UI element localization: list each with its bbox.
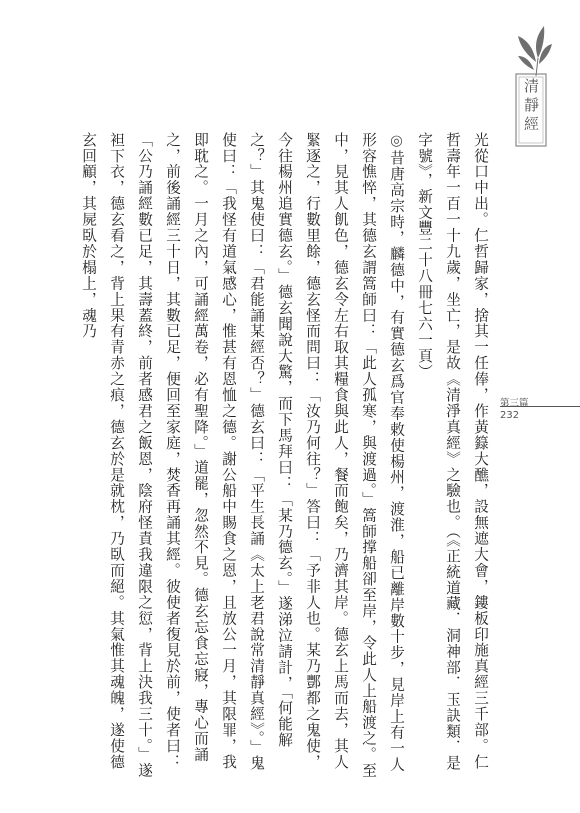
paragraph-continuation <box>410 132 494 782</box>
body-text <box>74 132 494 782</box>
book-title-badge: 清靜經 <box>522 78 540 135</box>
chapter-divider <box>500 406 580 407</box>
page-number: 232 <box>500 410 520 421</box>
bullet-marker: ◎ <box>388 132 405 151</box>
paragraph-story <box>74 132 410 782</box>
chapter-label: 第三篇 <box>500 398 529 409</box>
paragraph-text: 昔唐高宗時，麟德中，有實德玄爲官奉敕使楊州，渡淮，船已離岸數十步，見岸上有一人形容憔悴，其德玄謂篙師曰：「此人孤寒，與渡過。」篙師撑船卻至岸，令此人上船渡之。至中，見其人飢色，德玄令左右取其糧食與此人，餐而飽矣，乃濟其岸。德玄上馬而去，其人緊逐之，行數里餘，德玄怪而問曰：「汝乃何往？」答曰：「予非人也。某乃酆都之鬼使，今往楊州追實德玄。」德玄聞說大驚，而下馬拜曰：「某乃德玄。」遂涕泣請計，「何能解之？」其鬼使曰：「君能誦某經否？」德玄曰：「平生長誦《太上老君說常清靜真經》。」鬼使曰：「我怪有道氣感心，惟甚有恩恤之德。謝公船中賜食之恩，且放公一月，其限罪，我即耽之。一月之內，可誦經萬卷，必有聖降。」道罷，忽然不見。德玄忘食忘寢，專心而誦之，前後誦經三十日，其數已足，便回至家庭，焚香再誦其經。彼使者復見於前，使者曰：「公乃誦經數已足，其壽蓋終，前者感君之飯恩，陰府怪責我違限之愆，背上決我三十。」遂袒下衣，德玄看之，背上果有青赤之痕，德玄於是就枕，乃臥而絕。其氣惟其魂魄，遂使德玄回顧，其屍臥於榻上，魂乃 <box>80 132 405 779</box>
paragraph-text: 光從口中出。仁哲歸家，捨其一任俸，作黃籙大醮，設無遮大會，鏤板印施真經三千部。仁哲壽年一百一十九歲，坐亡，是故《清淨真經》之驗也。（《正統道藏．洞神部．玉訣類．是字號》，新文豐二十八冊七六一頁） <box>416 132 489 772</box>
header-badge <box>510 18 554 150</box>
